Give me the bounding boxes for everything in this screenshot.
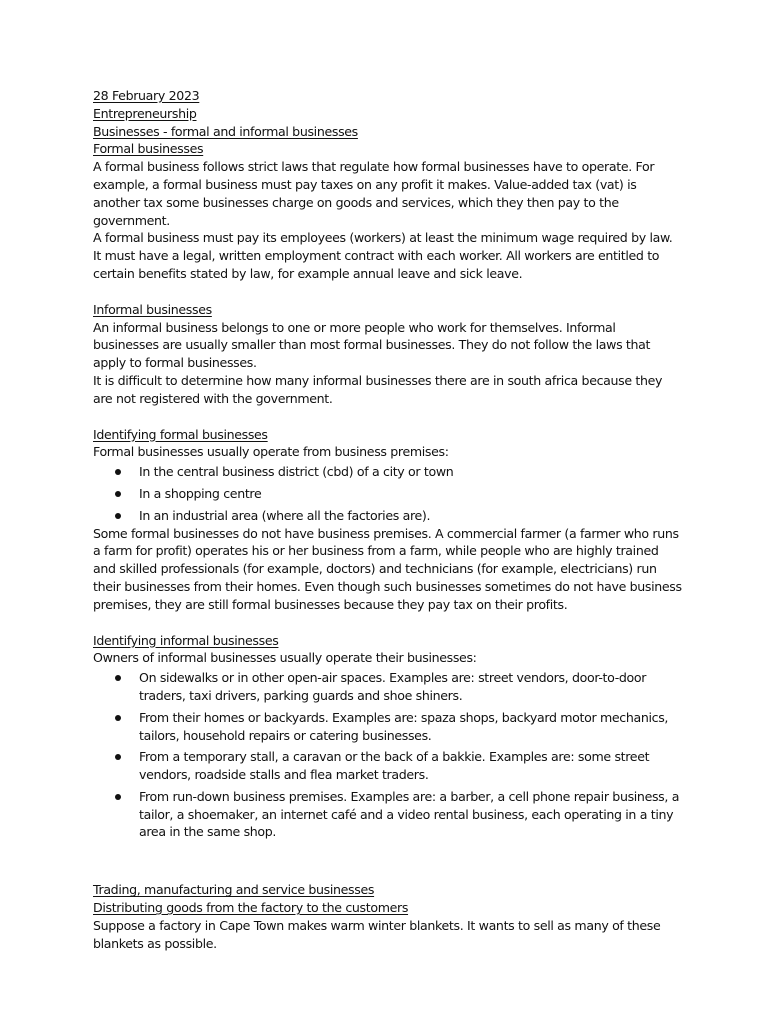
bullet-icon — [115, 513, 121, 519]
bullet-icon — [115, 715, 121, 721]
identify-formal-heading: Identifying formal businesses — [93, 426, 268, 442]
list-item: In an industrial area (where all the factories are). — [93, 507, 683, 525]
identify-informal-intro: Owners of informal businesses usually operate their businesses: — [93, 650, 477, 666]
identify-formal-after: Some formal businesses do not have business premises. A commercial farmer (a farmer who runs a farm for profit) operates his or her business from a farm, while people who are highly trained and skilled professionals (for example, doctors) and technicians (for example, electricians) run their businesses from their homes. Even though such businesses sometimes do not have business premises, they are still formal businesses because they pay tax on their profits. — [93, 525, 682, 612]
formal-paragraph-2: A formal business must pay its employees (workers) at least the minimum wage required by law. It must have a legal, written employment contract with each worker. All workers are entitled to certain benefits stated by law, for example annual leave and sick leave. — [93, 230, 673, 281]
bullet-icon — [115, 469, 121, 475]
list-item: In a shopping centre — [93, 485, 683, 503]
formal-heading: Formal businesses — [93, 141, 204, 157]
identify-formal-intro: Formal businesses usually operate from business premises: — [93, 444, 449, 460]
informal-locations-list — [93, 669, 683, 841]
subject-heading: Entrepreneurship — [93, 105, 197, 121]
list-item: From their homes or backyards. Examples are: spaza shops, backyard motor mechanics, tailors, household repairs or catering businesses. — [93, 709, 683, 745]
formal-paragraph-1: A formal business follows strict laws that regulate how formal businesses have to operate. For example, a formal business must pay taxes on any profit it makes. Value-added tax (vat) is another tax some businesses charge on goods and services, which they then pay to the government. — [93, 159, 655, 228]
list-item: From run-down business premises. Examples are: a barber, a cell phone repair business, a tailor, a shoemaker, an internet café and a video rental business, each operating in a tiny area in the same shop. — [93, 788, 683, 841]
bullet-icon — [115, 794, 121, 800]
identify-informal-heading: Identifying informal businesses — [93, 632, 279, 648]
formal-premises-list — [93, 463, 683, 524]
date-heading: 28 February 2023 — [93, 88, 200, 103]
trading-paragraph-1: Suppose a factory in Cape Town makes warm winter blankets. It wants to sell as many of these blankets as possible. — [93, 917, 661, 951]
topic-heading: Businesses - formal and informal businesses — [93, 123, 358, 139]
bullet-icon — [115, 754, 121, 760]
document-page — [93, 87, 683, 952]
trading-heading: Trading, manufacturing and service businesses — [93, 882, 375, 898]
bullet-icon — [115, 491, 121, 497]
list-item: From a temporary stall, a caravan or the back of a bakkie. Examples are: some street vendors, roadside stalls and flea market traders. — [93, 748, 683, 784]
informal-paragraph-1: An informal business belongs to one or more people who work for themselves. Informal businesses are usually smaller than most formal businesses. They do not follow the laws that apply to formal businesses. — [93, 319, 651, 371]
list-item: On sidewalks or in other open-air spaces. Examples are: street vendors, door-to-door traders, taxi drivers, parking guards and shoe shiners. — [93, 669, 683, 705]
informal-heading: Informal businesses — [93, 301, 212, 317]
informal-paragraph-2: It is difficult to determine how many informal businesses there are in south africa because they are not registered with the government. — [93, 372, 663, 406]
bullet-icon — [115, 675, 121, 681]
trading-subheading: Distributing goods from the factory to the customers — [93, 900, 409, 916]
list-item: In the central business district (cbd) of a city or town — [93, 463, 683, 481]
